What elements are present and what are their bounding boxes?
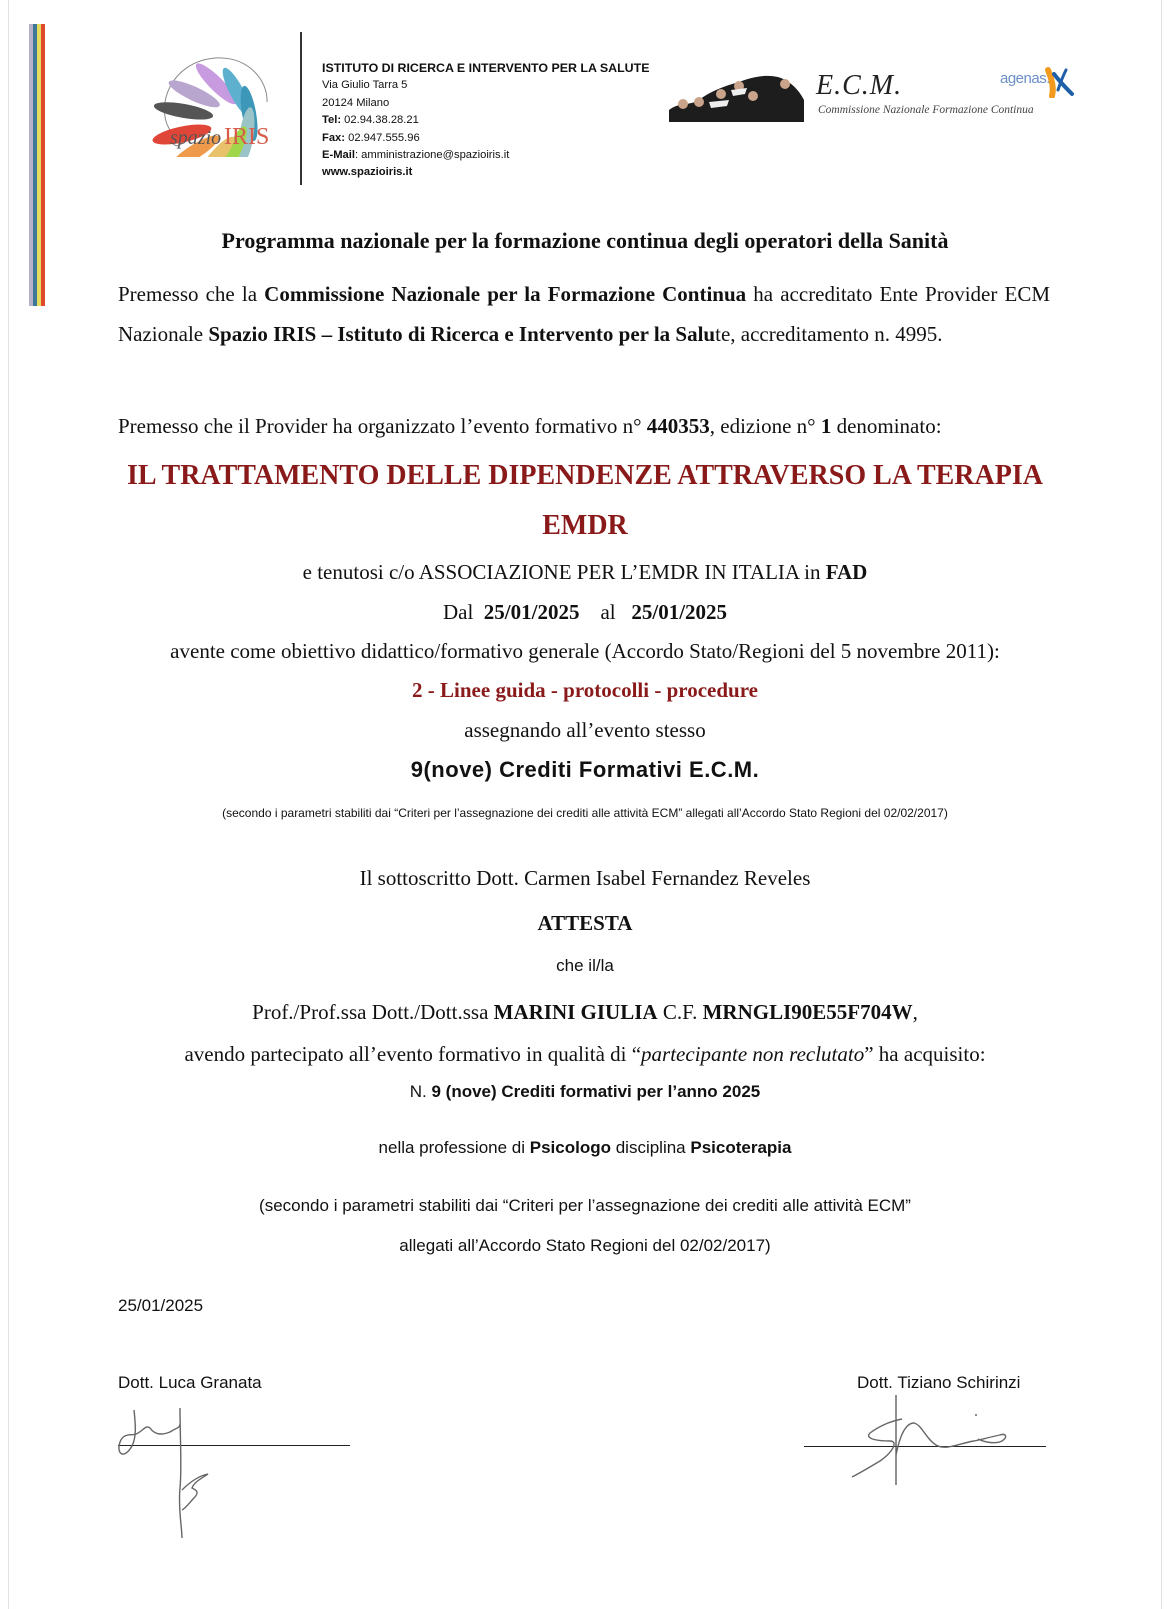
accreditation-paragraph: Premesso che la Commissione Nazionale per la Formazione Continua ha accreditato Ente Provider ECM Nazionale Spazio IRIS – Istituto di Ricerca e Intervento per la Salute, accreditamento n. 4995.: [118, 282, 1050, 346]
institute-website: www.spazioiris.it: [322, 166, 413, 179]
event-location: e tenutosi c/o ASSOCIAZIONE PER L’EMDR IN ITALIA in FAD: [302, 560, 868, 584]
provider-name: Spazio IRIS – Istituto di Ricerca e Intervento per la Salu: [208, 322, 716, 346]
criteria-line2: allegati all’Accordo Stato Regioni del 02/02/2017): [399, 1236, 771, 1255]
criteria-line1: (secondo i parametri stabiliti dai “Criteri per l’assegnazione dei crediti alle attività ECM”: [259, 1196, 911, 1215]
ecm-title: E.C.M.: [816, 70, 903, 101]
participant-role: partecipante non reclutato: [641, 1042, 865, 1066]
signatory-statement: Il sottoscritto Dott. Carmen Isabel Fernandez Reveles: [359, 866, 811, 890]
institute-fax: Fax: 02.947.555.96: [322, 131, 420, 144]
institute-tel: Tel: 02.94.38.28.21: [322, 114, 419, 127]
event-intro: Premesso che il Provider ha organizzato l’evento formativo n° 440353, edizione n° 1 denominato:: [118, 414, 942, 438]
objective: 2 - Linee guida - protocolli - procedure: [412, 678, 758, 702]
signer-left-name: Dott. Luca Granata: [118, 1373, 262, 1392]
participant-fiscal-code: MRNGLI90E55F704W: [702, 1000, 913, 1024]
institute-city: 20124 Milano: [322, 96, 390, 109]
ecm-subtitle: Commissione Nazionale Formazione Continua: [818, 104, 1034, 116]
issue-date: 25/01/2025: [118, 1296, 204, 1315]
program-title: Programma nazionale per la formazione continua degli operatori della Sanità: [221, 228, 949, 253]
agenas-logo-icon: [1042, 66, 1082, 98]
event-dates: Dal 25/01/2025 al 25/01/2025: [442, 600, 728, 624]
commission-name: Commissione Nazionale per la Formazione Continua: [264, 282, 747, 306]
participation-line: avendo partecipato all’evento formativo in qualità di “partecipante non reclutato” ha acquisito:: [184, 1042, 986, 1066]
signer-right-name: Dott. Tiziano Schirinzi: [857, 1373, 1021, 1392]
svg-text:IRIS: IRIS: [224, 124, 270, 150]
header-divider: [300, 32, 302, 185]
institute-name: ISTITUTO DI RICERCA E INTERVENTO PER LA SALUTE: [322, 61, 650, 75]
event-title-line1: IL TRATTAMENTO DELLE DIPENDENZE ATTRAVERSO LA TERAPIA: [127, 460, 1043, 491]
agenas-logo-text: agenas.: [1000, 70, 1050, 87]
date-to: 25/01/2025: [631, 600, 728, 624]
rainbow-stripe: [29, 24, 45, 306]
assigning-text: assegnando all’evento stesso: [464, 718, 706, 742]
attesta-heading: ATTESTA: [537, 911, 633, 935]
edition-number: 1: [820, 414, 832, 438]
participant-line: Prof./Prof.ssa Dott./Dott.ssa MARINI GIULIA C.F. MRNGLI90E55F704W,: [252, 1000, 918, 1024]
svg-text:spazio: spazio: [170, 127, 222, 149]
profession-line: nella professione di Psicologo disciplina Psicoterapia: [378, 1138, 792, 1157]
institute-address: Via Giulio Tarra 5: [322, 79, 408, 92]
discipline: Psicoterapia: [690, 1138, 792, 1157]
institute-contact-block: [322, 60, 649, 182]
institute-email: E-Mail: amministrazione@spazioiris.it: [322, 149, 510, 162]
credits-acquired: N. 9 (nove) Crediti formativi per l’anno 2025: [409, 1082, 761, 1101]
participant-name: MARINI GIULIA: [493, 1000, 658, 1024]
signature-left-icon: [110, 1398, 240, 1543]
objective-intro: avente come obiettivo didattico/formativo generale (Accordo Stato/Regioni del 5 novembre 2011):: [170, 639, 1000, 663]
event-credits: 9(nove) Crediti Formativi E.C.M.: [410, 757, 760, 782]
profession: Psicologo: [529, 1138, 611, 1157]
signature-right-icon: [850, 1395, 1020, 1485]
event-title-line2: EMDR: [542, 510, 628, 541]
spazio-iris-logo-icon: [150, 52, 280, 157]
event-mode: FAD: [825, 560, 868, 584]
criteria-note-small: (secondo i parametri stabiliti dai “Criteri per l’assegnazione dei crediti alle attività ECM” allegati all’Accordo Stato Regioni del 02/02/2017): [222, 806, 948, 820]
date-from: 25/01/2025: [483, 600, 580, 624]
event-number: 440353: [646, 414, 710, 438]
ecm-anatomy-lesson-image-icon: [669, 72, 804, 122]
che-il-la: che il/la: [556, 956, 614, 975]
